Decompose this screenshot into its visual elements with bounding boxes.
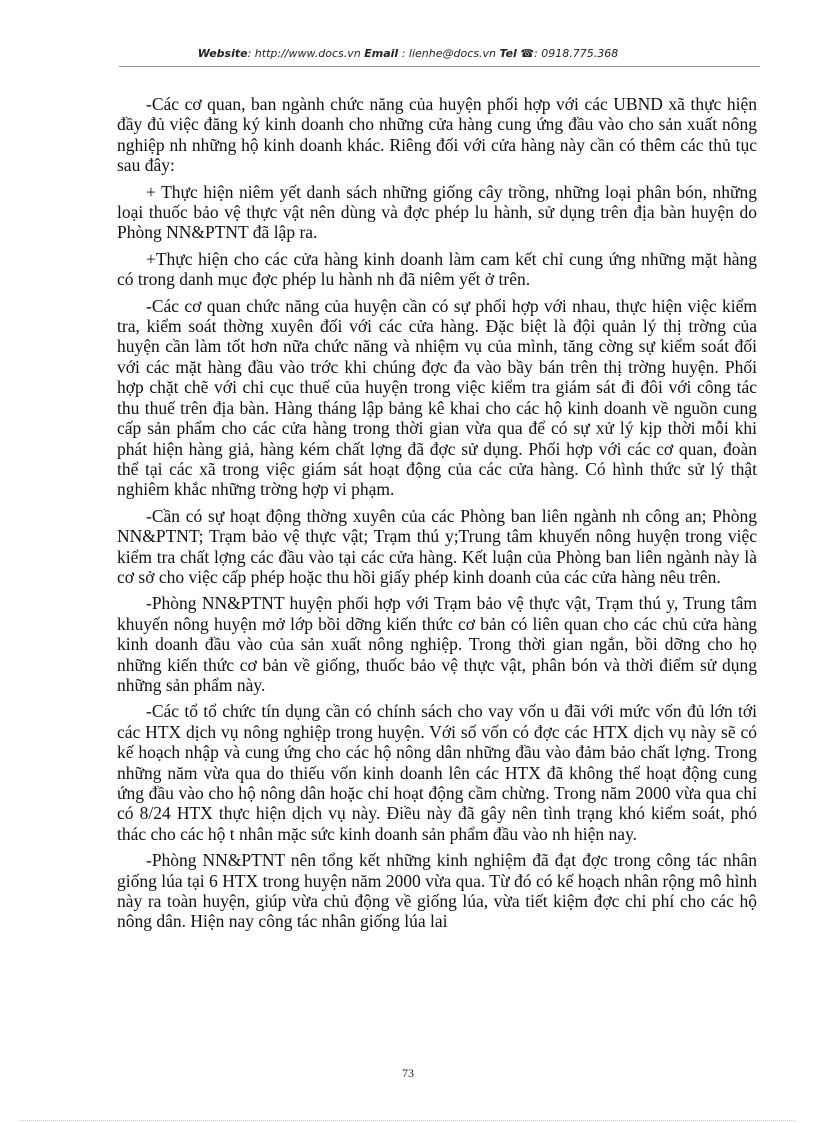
phone-icon: ☎	[520, 47, 535, 60]
page-header	[0, 47, 816, 60]
paragraph: -Các cơ quan, ban ngành chức năng của huyện phối hợp với các UBND xã thực hiện đầy đủ việc đăng ký kinh doanh cho những cửa hàng cung ứng đầu vào cho sản xuất nông nghiệp nh những hộ kinh doanh khác. Riêng đối với cửa hàng này cần có thêm các thủ tục sau đây:	[117, 94, 757, 176]
tel-value: : 0918.775.368	[534, 47, 619, 60]
paragraph: -Các tổ tổ chức tín dụng cần có chính sách cho vay vốn u đãi với mức vốn đủ lớn tới các HTX dịch vụ nông nghiệp trong huyện. Với số vốn có đợc các HTX dịch vụ này sẽ có kế hoạch nhập và cung ứng cho các hộ nông dân những đầu vào đảm bảo chất lợng. Trong những năm vừa qua do thiếu vốn kinh doanh lên các HTX đã không thể hoạt động cung ứng đầu vào cho hộ nông dân hoặc chỉ hoạt động cầm chừng. Trong năm 2000 vừa qua chỉ có 8/24 HTX thực hiện dịch vụ này. Điều này đã gây nên tình trạng khó kiểm soát, phó thác cho các hộ t nhân mặc sức kinh doanh sản phẩm đầu vào nh hiện nay.	[117, 701, 757, 844]
website-value: : http://www.docs.vn	[247, 47, 361, 60]
website-label: Website	[197, 47, 248, 60]
paragraph: -Phòng NN&PTNT huyện phối hợp với Trạm bảo vệ thực vật, Trạm thú y, Trung tâm khuyến nông huyện mở lớp bồi dỡng kiến thức cơ bản có liên quan cho các chủ cửa hàng kinh doanh đầu vào của sản xuất nông nghiệp. Trong thời gian ngắn, bồi dỡng cho họ những kiến thức cơ bản về giống, thuốc bảo vệ thực vật, phân bón và thời điểm sử dụng những sản phẩm này.	[117, 593, 757, 695]
paragraph: + Thực hiện niêm yết danh sách những giống cây trồng, những loại phân bón, những loại thuốc bảo vệ thực vật nên dùng và đợc phép lu hành, sử dụng trên địa bàn huyện do Phòng NN&PTNT đã lập ra.	[117, 181, 757, 243]
paragraph: -Phòng NN&PTNT nên tổng kết những kinh nghiệm đã đạt đợc trong công tác nhân giống lúa tại 6 HTX trong huyện năm 2000 vừa qua. Từ đó có kế hoạch nhân rộng mô hình này ra toàn huyện, giúp vừa chủ động về giống lúa, vừa tiết kiệm đợc chi phí cho các hộ nông dân. Hiện nay công tác nhân giống lúa lai	[117, 850, 757, 932]
email-value: : lienhe@docs.vn	[401, 47, 496, 60]
tel-label: Tel	[499, 47, 517, 60]
paragraph: -Cần có sự hoạt động thờng xuyên của các Phòng ban liên ngành nh công an; Phòng NN&PTNT; Trạm bảo vệ thực vật; Trạm thú y;Trung tâm khuyến nông huyện trong việc kiểm tra chất lợng các đầu vào tại các cửa hàng. Kết luận của Phòng ban liên ngành này là cơ sở cho việc cấp phép hoặc thu hồi giấy phép kinh doanh của các cửa hàng nêu trên.	[117, 505, 757, 587]
email-label: Email	[364, 47, 399, 60]
paragraph: -Các cơ quan chức năng của huyện cần có sự phối hợp với nhau, thực hiện việc kiểm tra, kiểm soát thờng xuyên đối với các cửa hàng. Đặc biệt là đội quản lý thị trờng của huyện cần làm tốt hơn nữa chức năng và nhiệm vụ của mình, tăng cờng sự kiểm soát đối với các mặt hàng đầu vào trớc khi chúng đợc đa vào bầy bán trên thị trờng huyện. Phối hợp chặt chẽ với chi cục thuế của huyện trong việc kiểm tra giám sát đi đôi với công tác thu thuế trên địa bàn. Hàng tháng lập bảng kê khai cho các hộ kinh doanh về nguồn cung cấp sản phẩm cho các cửa hàng trong thời gian vừa qua để có sự xử lý kịp thời mỗi khi phát hiện hàng giả, hàng kém chất lợng đã đợc sử dụng. Phối hợp với các cơ quan, đoàn thể tại các xã trong việc giám sát hoạt động của các cửa hàng. Có hình thức sử lý thật nghiêm khắc những trờng hợp vi phạm.	[117, 295, 757, 500]
page-number: 73	[402, 1066, 414, 1080]
paragraph: +Thực hiện cho các cửa hàng kinh doanh làm cam kết chỉ cung ứng những mặt hàng có trong danh mục đợc phép lu hành nh đã niêm yết ở trên.	[117, 248, 757, 290]
footer-rule	[20, 1120, 796, 1121]
header-rule	[119, 66, 760, 67]
document-body	[117, 94, 757, 938]
